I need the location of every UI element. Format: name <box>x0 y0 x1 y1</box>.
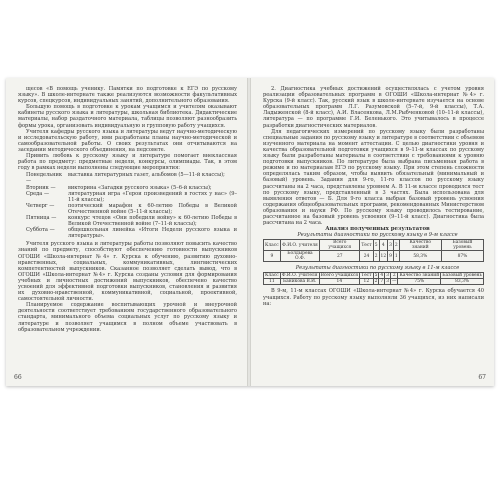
table-caption: Результаты диагностики по русскому языку в 9-м классе <box>297 232 458 239</box>
schedule-row <box>18 191 237 203</box>
table-cell: 27 <box>320 251 360 262</box>
table-cell: 1 <box>393 251 399 262</box>
left-page <box>6 78 247 386</box>
schedule-row <box>18 203 237 215</box>
right-page-text <box>263 86 484 307</box>
table-header: 3 <box>388 240 394 251</box>
table-header: 4 <box>379 240 388 251</box>
table-cell: Болдырева О.Ф. <box>280 251 320 262</box>
schedule-row <box>18 227 237 239</box>
table-cell: — <box>392 279 397 285</box>
table-header-row <box>264 240 484 251</box>
table-header: Базовый уровень <box>442 273 482 279</box>
table-header: Ф.И.О. учителя <box>280 240 320 251</box>
table-header: 4 <box>380 273 384 279</box>
table-cell: 87% <box>441 251 483 262</box>
table-cell: 75% <box>398 279 441 285</box>
table-cell: 12 <box>379 251 388 262</box>
schedule-activity: литературная игра «Герои произведений в гостях у нас» (9–11-й классы); <box>68 190 237 203</box>
schedule-row <box>18 215 237 227</box>
table-header: Тест <box>361 273 372 279</box>
paragraph: Большую помощь в подготовке к урокам учащимся и учителям оказывают кабинеты русского языка и литературы, школьная библиотека. Дидактические материалы, набор раздаточного материала, таблицы позволяют разнообразить формы урока, организовать индивидуальную и групповую работу учащихся. <box>18 104 237 129</box>
schedule-activity: конкурс чтецов «Они победили войну» к 60-летию Победы в Великой Отечественной войне (7–11-й классы); <box>68 214 237 228</box>
table-cell: 7 <box>380 279 384 285</box>
paragraph: Учителя кафедры русского языка и литературы ведут научно-методическую и исследовательскую работу, ими разработаны планы научно-методической и самообразовательной работы. О своих результатах они отчитываются на заседании методического объединения, на педсовете. <box>18 128 237 153</box>
paragraph: Для педагогических измерений по русскому языку были разработаны специальные задания по русскому языку и литературе в соответствии с объемом изученного материала на момент аттестации. С целью диагностики уровня и качества образовательной подготовки учащихся в 9–11-м классах по русскому языку были разработаны материалы в соответствии с требованиями к уровню подготовки выпускников. По литературе была выбрана письменная работа в режиме и по материалам ЕГЭ по русскому языку. При этом степень сложности определялась таким образом, чтобы выявить обязательный (минимальный и базовый) уровень. Задания для 9-го, 11-го классов по русскому языку рассчитаны на 2 часа, представлены уровнем А. В 11-м классе проводился тест по русскому языку, представленный в 3 частях. Была использована для выявления ответов — Б. Для 9-го класса выбран базовый уровень усвоения содержания общеобразовательных программ, рекомендованных Министерством образования и науки РФ. По русскому языку проводилось тестирование, рассчитанное на базовый уровень усвоения (9–11-й класс). Диагностика была рассчитана на 2 часа. <box>263 128 484 227</box>
table-header: Ф.И.О. учителя <box>281 273 318 279</box>
table-header: Класс <box>265 273 279 279</box>
page-number: 67 <box>478 374 486 381</box>
analysis-title: Анализ полученных результатов <box>325 226 430 233</box>
schedule-activity: викторина «Загадки русского языка» (5–6-й классы); <box>68 184 212 191</box>
table-header: 2 <box>391 273 398 279</box>
table-cell: 11 <box>264 279 281 285</box>
schedule-day: Среда — <box>26 190 50 197</box>
schedule-row <box>18 172 237 184</box>
table-cell: 9 <box>264 251 281 262</box>
schedule-day: Суббота — <box>26 227 55 234</box>
table-row <box>264 279 484 285</box>
table-header: 3 <box>386 273 389 279</box>
table-header: Тест <box>360 240 373 251</box>
table-cell: 24 <box>360 251 373 262</box>
table-header: Класс <box>264 240 281 251</box>
schedule-activity: общешкольная линейка «Итоги Недели русского языка и литературы». <box>68 227 237 240</box>
table-header: 2 <box>393 240 399 251</box>
paragraph: В 9-м, 11-м классах ОГОШИ «Школа-интернат №4» г. Курска обучается 40 учащихся. Работу по русскому языку выполняли 36 учащихся, из них написали на: <box>263 288 484 307</box>
table-header: Качество знаний <box>399 273 440 279</box>
schedule-day: Вторник — <box>26 184 56 191</box>
table-header: Всего учащихся <box>320 273 359 279</box>
table-row <box>264 251 484 262</box>
paragraph: Планируемое содержание воспитывающих урочной и внеурочной деятельности соответствует требованиям государственного образовательного стандарта, минимального объема социальных услуг по русскому языку и литературе и позволяет учащимся в полном объеме участвовать в образовательном учреждении. <box>18 302 237 333</box>
schedule-activity: поэтический марафон к 60-летию Победы в Великой Отечественной войне (5–11-й классы); <box>68 202 237 215</box>
open-book <box>6 78 494 386</box>
table-header: Качество знаний <box>399 240 441 251</box>
schedule-activity: выставка литературных газет, альбомов (5—11-й классы); <box>68 172 225 179</box>
table-cell: 9 <box>388 251 394 262</box>
table-cell: 12 <box>360 279 373 285</box>
paragraph: 2. Диагностика учебных достижений осуществлялась с учетом уровня реализации образовательных программ в ОГОШИ «Школа-интернат №4» г. Курска (9-й класс). Так, русский язык в школе-интернате изучается на основе образовательных программ Л.Г. Разумовской (5–7-й, 9-й классы), Т.А. Ладыженской (8-й класс), А.И. Власенкова, Л.М.Рыбченковой (10–11-й классы), литература — по программе Г.И. Беленького. Это учитывалось в процессе разработки диагностических материалов. <box>263 86 484 129</box>
paragraph: Учителя русского языка и литературы работы позволяют повысить качество знаний по предмету, способствуют обеспечению готовности выпускников ОГОШИ «Школа-интернат №4» г. Курска к обучению, развитию духовно-нравственных, социальных, коммуникативных, лингвистических компетентностей выпускников. Сказанное позволяет сделать вывод, что в ОГОШИ «Школа-интернат №4» г. Курска созданы условия для формирования учебных и личностных достижений выпускников, обеспечено качество усвоений для эффективной подготовки выпускников, становления и развития их духовно-нравственной, коммуникативной, социальной, проективной, самостоятельной личности. <box>18 241 237 303</box>
table-cell: Баникова В.И. <box>280 279 319 285</box>
table-cell: 2 <box>374 279 378 285</box>
right-page <box>251 78 494 386</box>
page-number: 66 <box>14 374 22 381</box>
table-header: 5 <box>373 240 379 251</box>
results-table-grade-11 <box>263 272 484 285</box>
left-page-text <box>18 86 237 333</box>
schedule-day: Пятница — <box>26 214 57 221</box>
table-header: Базовый уровень <box>441 240 483 251</box>
schedule-day: Четверг — <box>26 202 55 209</box>
schedule-day: Понедельник — <box>26 172 63 185</box>
table-caption: Результаты диагностики по русскому языку в 11-м классе <box>295 265 460 272</box>
paragraph: Привить любовь к русскому языку и литературе помогает внеклассная работа по предмету: предметные недели, конкурсы, олимпиады. Так, в этом году в рамках недели выполнены следующие мероприятия: <box>18 153 237 172</box>
table-cell: 58,3% <box>399 251 441 262</box>
table-cell: 2 <box>373 251 379 262</box>
table-header: 5 <box>374 273 378 279</box>
table-header: Всего учащихся <box>320 240 360 251</box>
table-cell: 14 <box>319 279 360 285</box>
table-cell: 83,3% <box>441 279 484 285</box>
table-cell: 3 <box>386 279 389 285</box>
paragraph: щесов «В помощь ученику. Памятки по подготовке к ЕГЭ по русскому языку». В школе-интернате также реализуются возможности факультативных курсов, спецкурсов, индивидуальных занятий, дополнительного образования. <box>18 86 237 105</box>
event-schedule <box>18 172 237 239</box>
results-table-grade-9 <box>263 239 484 262</box>
